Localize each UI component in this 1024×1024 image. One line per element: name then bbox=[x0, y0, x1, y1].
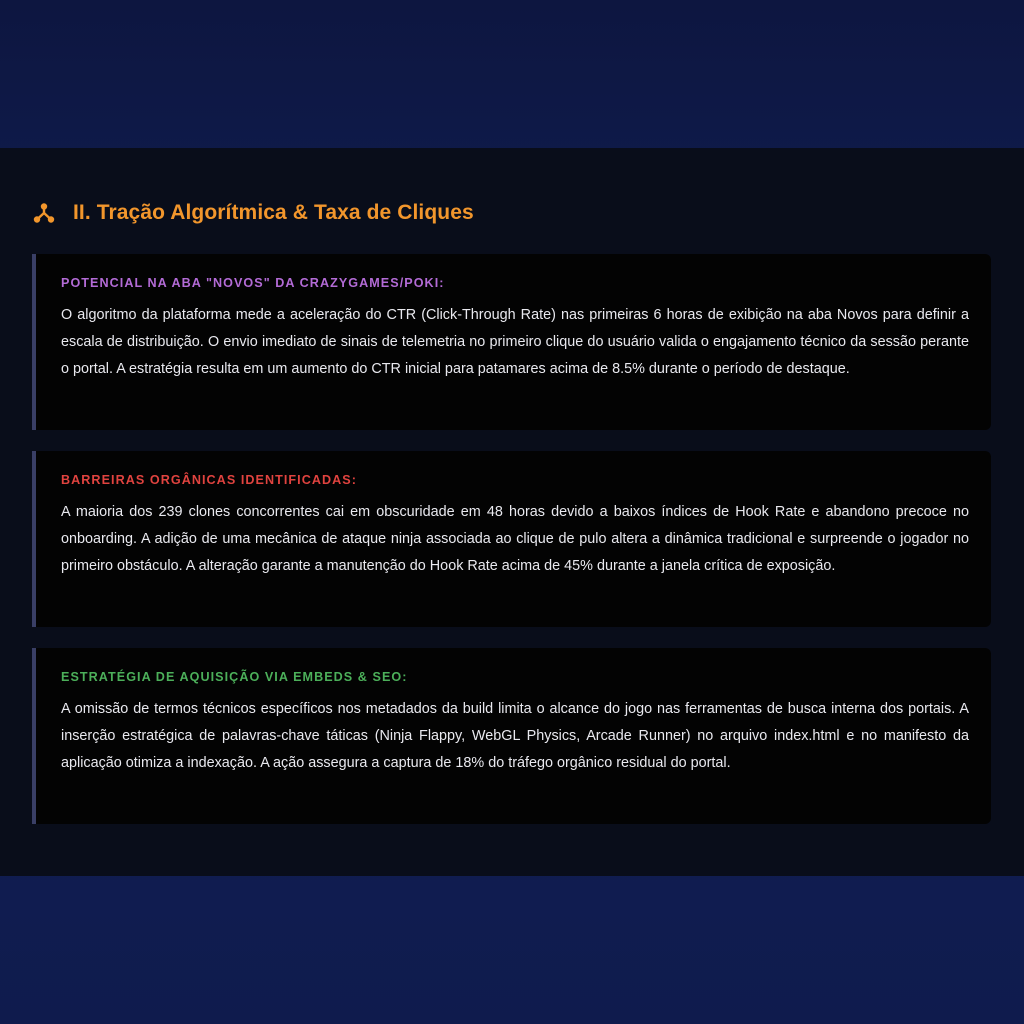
section-title: II. Tração Algorítmica & Taxa de Cliques bbox=[73, 201, 474, 224]
card-body: A maioria dos 239 clones concorrentes cai em obscuridade em 48 horas devido a baixos índices de Hook Rate e abandono precoce no onboarding. A adição de uma mecânica de ataque ninja associada ao clique de pulo altera a dinâmica tradicional e surpreende o jogador no primeiro obstáculo. A alteração garante a manutenção do Hook Rate acima de 45% durante a janela crítica de exposição. bbox=[61, 504, 969, 574]
card-body: A omissão de termos técnicos específicos nos metadados da build limita o alcance do jogo nas ferramentas de busca interna dos portais. A inserção estratégica de palavras-chave táticas (Ninja Flappy, WebGL Physics, Arcade Runner) no arquivo index.html e no manifesto da aplicação otimiza a indexação. A ação assegura a captura de 18% do tráfego orgânico residual do portal. bbox=[61, 701, 969, 771]
card-heading: ESTRATÉGIA DE AQUISIÇÃO VIA EMBEDS & SEO: bbox=[61, 670, 408, 684]
network-icon bbox=[33, 202, 55, 224]
section-header bbox=[33, 199, 474, 227]
info-card-novos bbox=[32, 254, 991, 430]
card-heading: POTENCIAL NA ABA "NOVOS" DA CRAZYGAMES/POKI: bbox=[61, 276, 445, 290]
info-card-barreiras bbox=[32, 451, 991, 627]
card-heading: BARREIRAS ORGÂNICAS IDENTIFICADAS: bbox=[61, 473, 357, 487]
card-body: O algoritmo da plataforma mede a aceleração do CTR (Click-Through Rate) nas primeiras 6 horas de exibição na aba Novos para definir a escala de distribuição. O envio imediato de sinais de telemetria no primeiro clique do usuário valida o engajamento técnico da sessão perante o portal. A estratégia resulta em um aumento do CTR inicial para patamares acima de 8.5% durante o período de destaque. bbox=[61, 307, 969, 377]
info-card-aquisicao bbox=[32, 648, 991, 824]
